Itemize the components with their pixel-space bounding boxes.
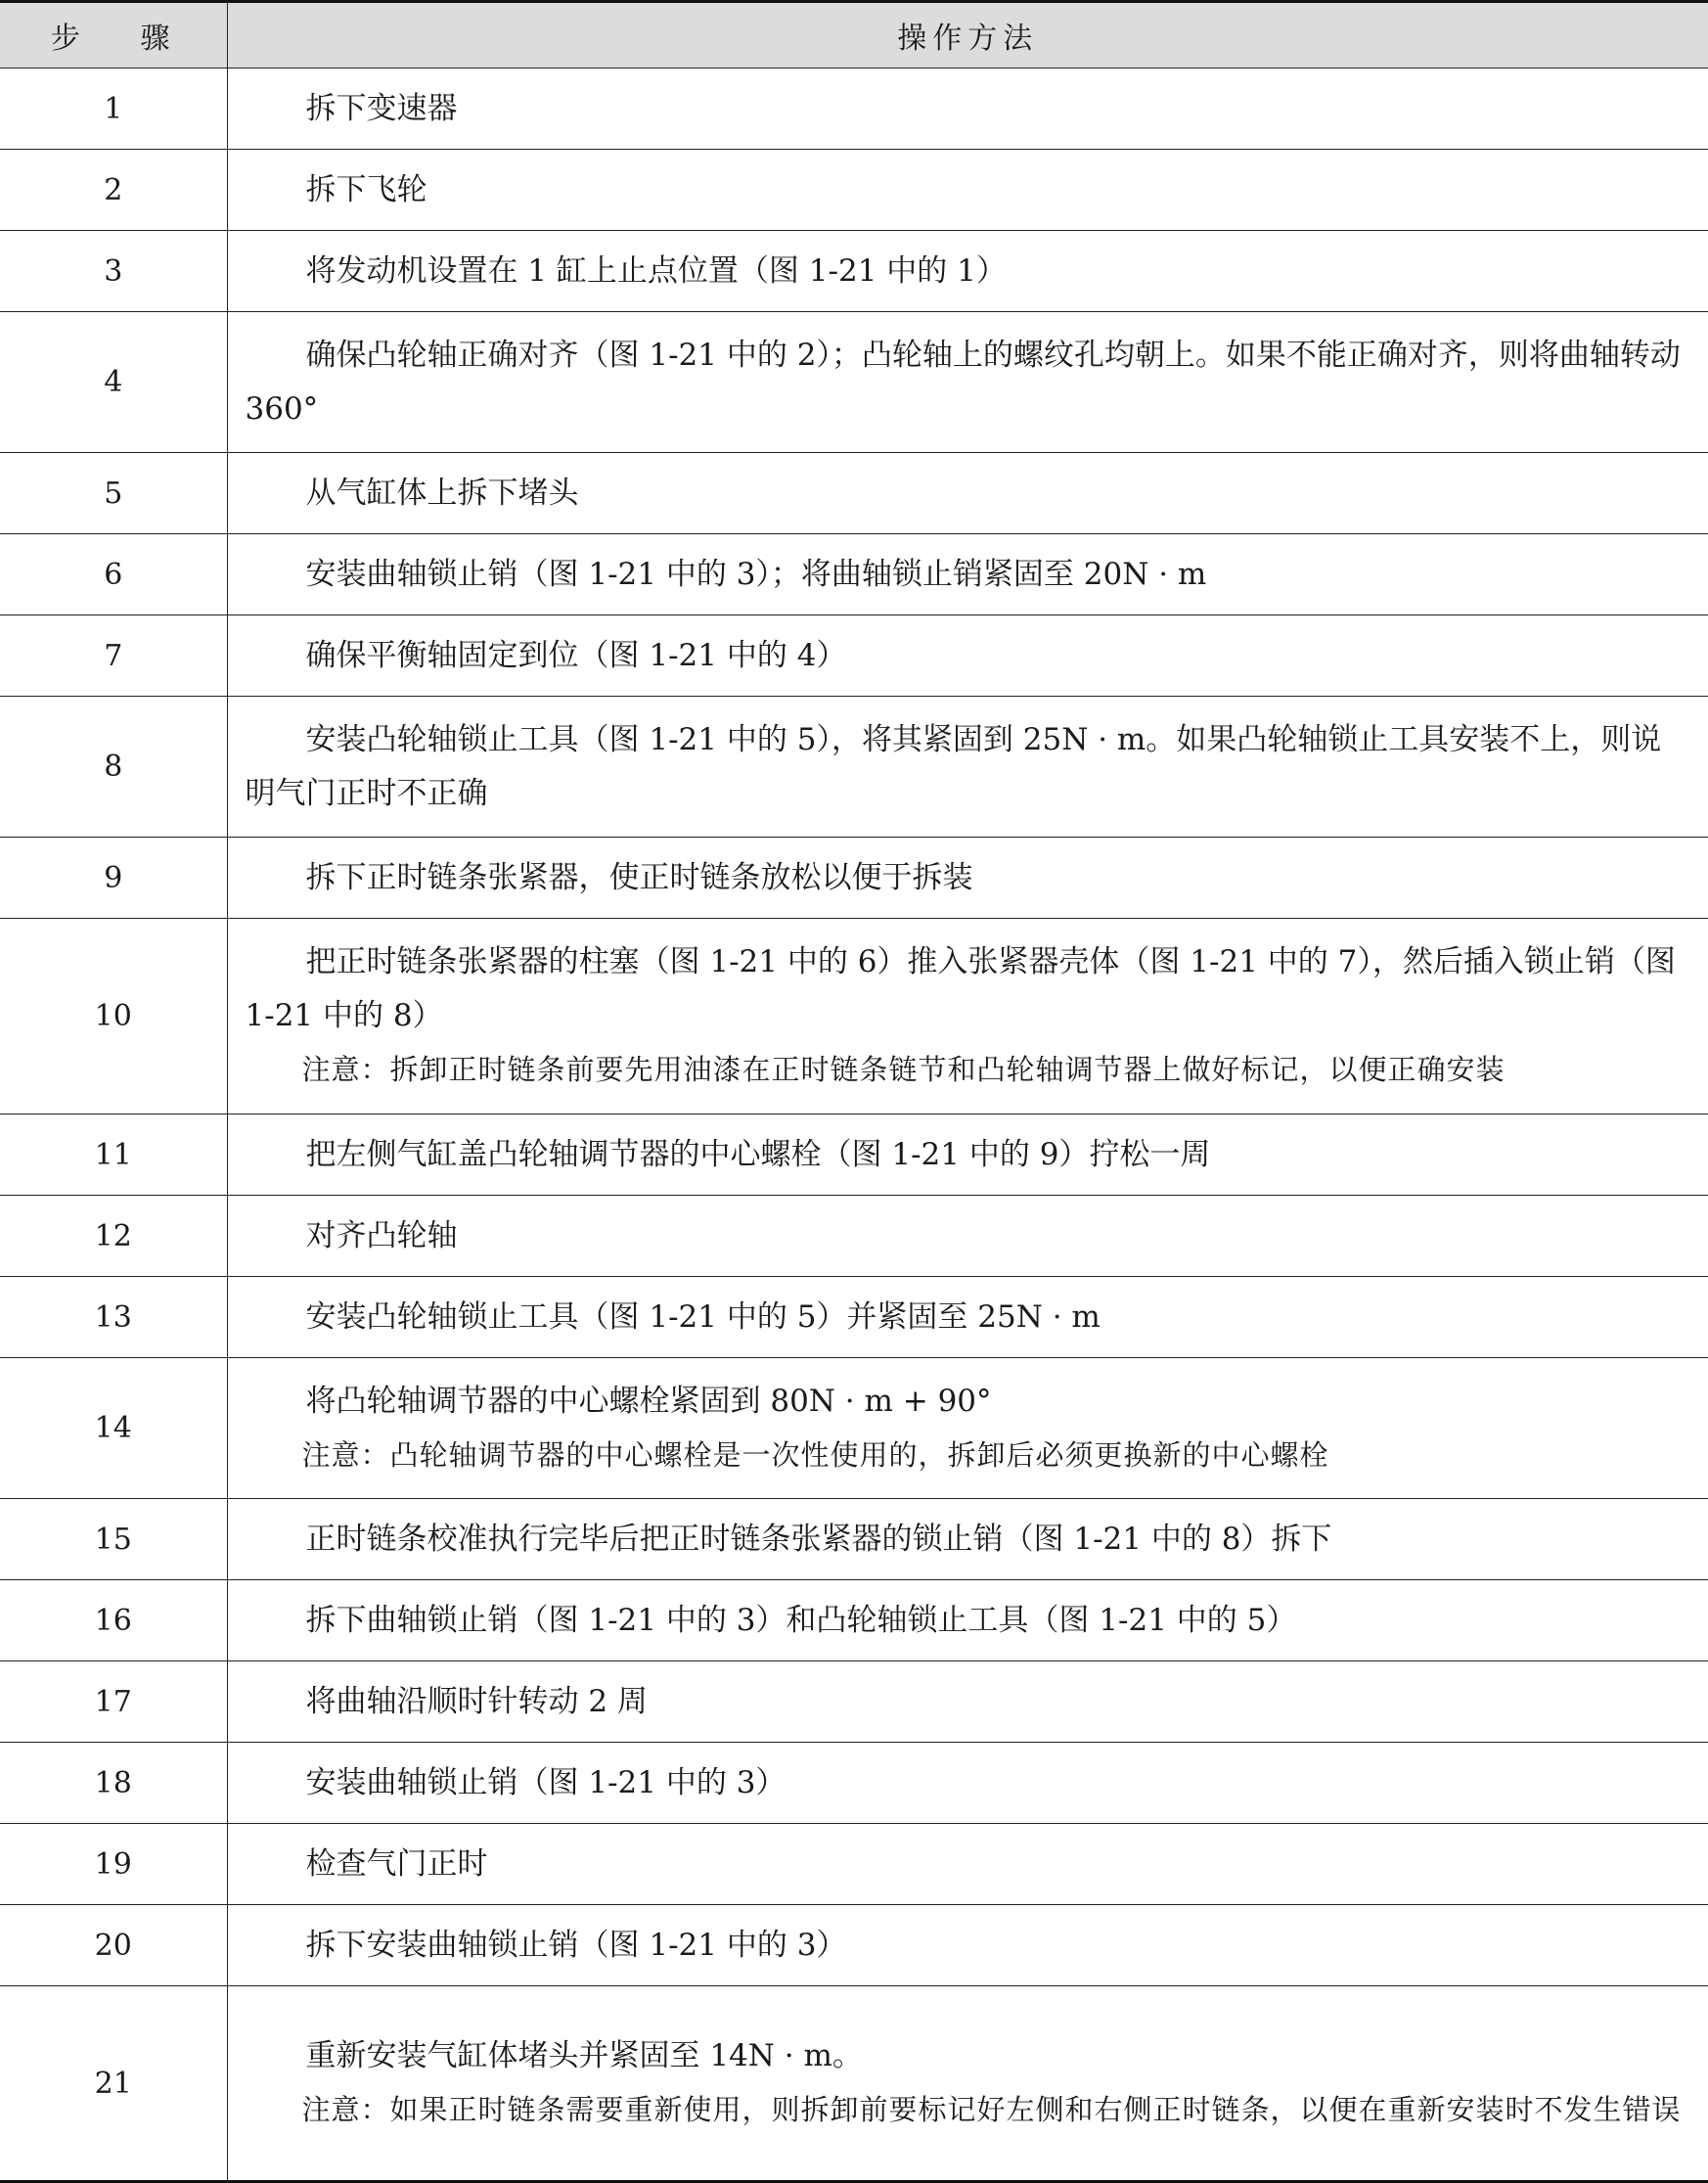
- step-number: 13: [0, 1277, 227, 1358]
- step-method: [227, 231, 1708, 312]
- step-text: 确保凸轮轴正确对齐（图 1-21 中的 2）；凸轮轴上的螺纹孔均朝上。如果不能正确对齐，则将曲轴转动 360°: [245, 337, 1681, 427]
- step-method: [227, 919, 1708, 1114]
- step-text: 把正时链条张紧器的柱塞（图 1-21 中的 6）推入张紧器壳体（图 1-21 中的 7），然后插入锁止销（图 1-21 中的 8）: [245, 944, 1676, 1033]
- step-text: 从气缸体上拆下堵头: [305, 475, 579, 511]
- step-method: [227, 453, 1708, 534]
- table-row: [0, 919, 1708, 1114]
- step-text: 拆下曲轴锁止销（图 1-21 中的 3）和凸轮轴锁止工具（图 1-21 中的 5）: [305, 1602, 1297, 1638]
- table-row: [0, 1358, 1708, 1499]
- table-row: [0, 1499, 1708, 1580]
- table-row: [0, 1277, 1708, 1358]
- table-row: [0, 231, 1708, 312]
- step-number: 12: [0, 1196, 227, 1277]
- step-method: [227, 312, 1708, 453]
- step-text: 将曲轴沿顺时针转动 2 周: [305, 1683, 648, 1719]
- step-number: 14: [0, 1358, 227, 1499]
- table-row: [0, 1824, 1708, 1905]
- step-text: 将发动机设置在 1 缸上止点位置（图 1-21 中的 1）: [305, 252, 1007, 289]
- step-text: 拆下变速器: [305, 90, 458, 126]
- step-note: 注意：拆卸正时链条前要先用油漆在正时链条链节和凸轮轴调节器上做好标记，以便正确安装: [301, 1053, 1506, 1086]
- step-number: 20: [0, 1905, 227, 1986]
- table-row: [0, 1661, 1708, 1743]
- step-text: 确保平衡轴固定到位（图 1-21 中的 4）: [305, 637, 847, 673]
- step-method: [227, 1743, 1708, 1824]
- table-row: [0, 615, 1708, 697]
- table-row: [0, 453, 1708, 534]
- table-row: [0, 1580, 1708, 1661]
- header-step: 步 骤: [0, 2, 227, 68]
- step-number: 18: [0, 1743, 227, 1824]
- table-row: [0, 1114, 1708, 1196]
- table-row: [0, 68, 1708, 150]
- step-text: 重新安装气缸体堵头并紧固至 14N · m。: [305, 2038, 863, 2073]
- header-method: 操作方法: [227, 2, 1708, 68]
- step-text: 检查气门正时: [305, 1845, 488, 1882]
- step-text: 拆下飞轮: [305, 171, 427, 207]
- step-text: 拆下安装曲轴锁止销（图 1-21 中的 3）: [305, 1927, 847, 1963]
- table-row: [0, 1905, 1708, 1986]
- step-text: 安装凸轮轴锁止工具（图 1-21 中的 5）并紧固至 25N · m: [305, 1298, 1101, 1335]
- step-number: 4: [0, 312, 227, 453]
- step-text: 将凸轮轴调节器的中心螺栓紧固到 80N · m + 90°: [305, 1383, 992, 1419]
- step-method: [227, 1277, 1708, 1358]
- step-number: 6: [0, 534, 227, 615]
- step-text: 安装曲轴锁止销（图 1-21 中的 3）: [305, 1764, 787, 1800]
- step-method: [227, 615, 1708, 697]
- step-method: [227, 1358, 1708, 1499]
- step-number: 8: [0, 697, 227, 838]
- step-number: 19: [0, 1824, 227, 1905]
- step-method: [227, 1661, 1708, 1743]
- table-row: [0, 838, 1708, 919]
- step-text: 安装凸轮轴锁止工具（图 1-21 中的 5），将其紧固到 25N · m。如果凸轮轴锁止工具安装不上，则说明气门正时不正确: [245, 721, 1662, 811]
- table-row: [0, 150, 1708, 231]
- step-text: 安装曲轴锁止销（图 1-21 中的 3）；将曲轴锁止销紧固至 20N · m: [305, 556, 1207, 592]
- step-number: 2: [0, 150, 227, 231]
- step-text: 正时链条校准执行完毕后把正时链条张紧器的锁止销（图 1-21 中的 8）拆下: [305, 1521, 1332, 1557]
- step-number: 17: [0, 1661, 227, 1743]
- step-number: 1: [0, 68, 227, 150]
- step-method: [227, 68, 1708, 150]
- step-note: 注意：如果正时链条需要重新使用，则拆卸前要标记好左侧和右侧正时链条，以便在重新安装时不发生错误: [301, 2093, 1682, 2126]
- step-number: 11: [0, 1114, 227, 1196]
- table-row: [0, 534, 1708, 615]
- step-method: [227, 150, 1708, 231]
- table-row: [0, 697, 1708, 838]
- step-number: 5: [0, 453, 227, 534]
- table-header-row: [0, 2, 1708, 68]
- step-method: [227, 1986, 1708, 2182]
- step-number: 16: [0, 1580, 227, 1661]
- table-row: [0, 1743, 1708, 1824]
- step-text: 拆下正时链条张紧器，使正时链条放松以便于拆装: [305, 859, 973, 895]
- step-text: 把左侧气缸盖凸轮轴调节器的中心螺栓（图 1-21 中的 9）拧松一周: [305, 1136, 1211, 1172]
- step-method: [227, 1824, 1708, 1905]
- step-text: 对齐凸轮轴: [305, 1217, 458, 1253]
- step-method: [227, 1196, 1708, 1277]
- table-row: [0, 312, 1708, 453]
- step-note: 注意：凸轮轴调节器的中心螺栓是一次性使用的，拆卸后必须更换新的中心螺栓: [301, 1437, 1329, 1472]
- step-number: 15: [0, 1499, 227, 1580]
- step-method: [227, 1114, 1708, 1196]
- step-number: 7: [0, 615, 227, 697]
- step-method: [227, 1905, 1708, 1986]
- step-method: [227, 1580, 1708, 1661]
- table-row: [0, 1196, 1708, 1277]
- step-number: 21: [0, 1986, 227, 2182]
- step-number: 10: [0, 919, 227, 1114]
- step-method: [227, 838, 1708, 919]
- step-method: [227, 1499, 1708, 1580]
- step-number: 3: [0, 231, 227, 312]
- step-number: 9: [0, 838, 227, 919]
- step-method: [227, 534, 1708, 615]
- step-method: [227, 697, 1708, 838]
- table-row: [0, 1986, 1708, 2182]
